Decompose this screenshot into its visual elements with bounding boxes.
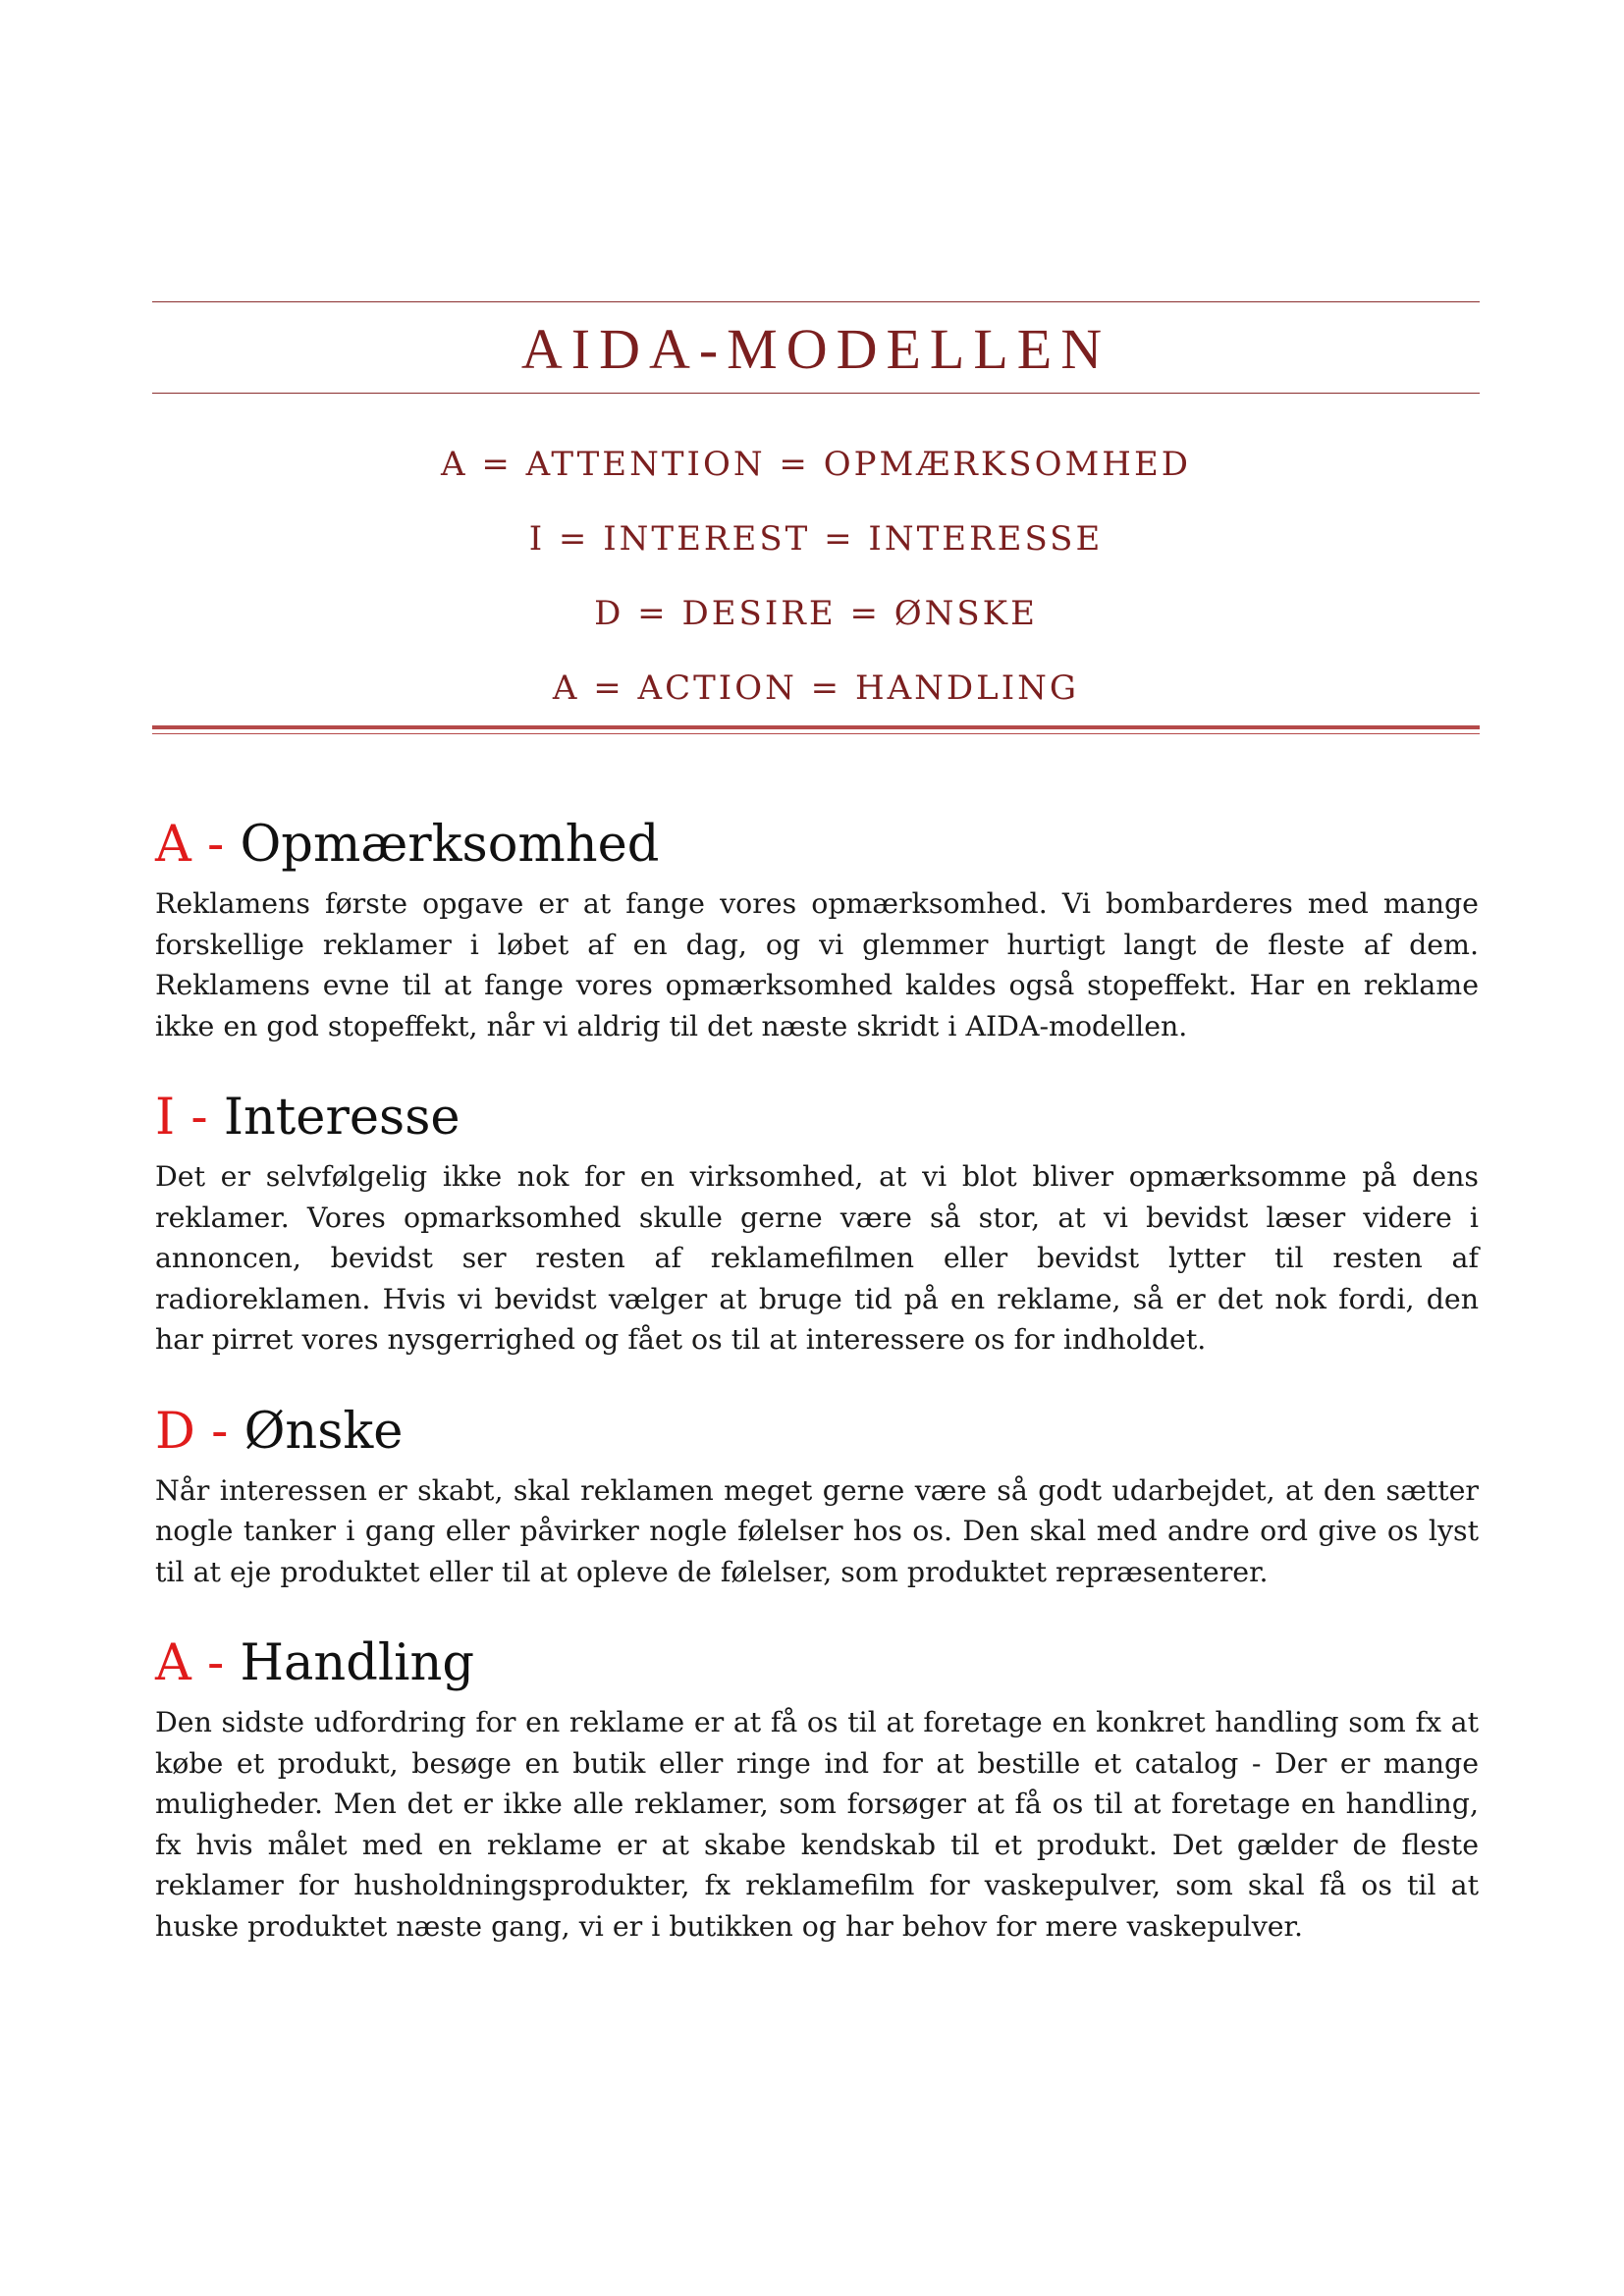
section-body: Det er selvfølgelig ikke nok for en virksomhed, at vi blot bliver opmærksomme på dens reklamer. Vores opmarksomhed skulle gerne være så stor, at vi bevidst læser videre i annoncen, bevidst ser resten af reklamefilmen eller bevidst lytter til resten af radioreklamen. Hvis vi bevidst vælger at bruge tid på en reklame, så er det nok fordi, den har pirret vores nysgerrighed og fået os til at interessere os for indholdet. [155, 1160, 1479, 1356]
section-title: Handling [240, 1634, 474, 1692]
document-content [155, 807, 1479, 1947]
section-letter: A - [155, 816, 225, 874]
section-letter: D - [155, 1402, 229, 1461]
aida-line-attention: A = ATTENTION = OPMÆRKSOMHED [440, 445, 1192, 484]
section-interest [155, 1080, 1479, 1361]
section-title: Ønske [244, 1402, 404, 1461]
title-block [152, 301, 1480, 734]
section-title: Interesse [223, 1089, 460, 1147]
top-rule [152, 301, 1480, 302]
aida-line-interest: I = INTEREST = INTERESSE [528, 519, 1104, 559]
aida-line-desire: D = DESIRE = ØNSKE [594, 594, 1038, 633]
section-heading [155, 1626, 1479, 1702]
section-title: Opmærksomhed [240, 816, 660, 874]
section-heading [155, 1394, 1479, 1470]
summary-bottom-rule [152, 725, 1480, 734]
section-action [155, 1626, 1479, 1947]
section-desire [155, 1394, 1479, 1593]
section-heading [155, 807, 1479, 883]
title-rule [152, 393, 1480, 394]
section-letter: A - [155, 1634, 225, 1692]
aida-summary-list [152, 427, 1480, 725]
section-body: Når interessen er skabt, skal reklamen meget gerne være så godt udarbejdet, at den sætter nogle tanker i gang eller påvirker nogle følelser hos os. Den skal med andre ord give os lyst til at eje produktet eller til at opleve de følelser, som produktet repræsenterer. [155, 1473, 1479, 1588]
section-heading [155, 1080, 1479, 1156]
section-letter: I - [155, 1089, 208, 1147]
section-body: Reklamens første opgave er at fange vores opmærksomhed. Vi bombarderes med mange forskellige reklamer i løbet af en dag, og vi glemmer hurtigt langt de fleste af dem. Reklamens evne til at fange vores opmærksomhed kaldes også stopeffekt. Har en reklame ikke en god stopeffekt, når vi aldrig til det næste skridt i AIDA-modellen. [155, 887, 1479, 1042]
section-attention [155, 807, 1479, 1046]
document-title: AIDA-MODELLEN [520, 317, 1111, 381]
aida-line-action: A = ACTION = HANDLING [552, 668, 1080, 708]
section-body: Den sidste udfordring for en reklame er at få os til at foretage en konkret handling som fx at købe et produkt, besøge en butik eller ringe ind for at bestille et catalog - Der er mange muligheder. Men det er ikke alle reklamer, som forsøger at få os til at foretage en handling, fx hvis målet med en reklame er at skabe kendskab til et produkt. Det gælder de fleste reklamer for husholdningsprodukter, fx reklamefilm for vaskepulver, som skal få os til at huske produktet næste gang, vi er i butikken og har behov for mere vaskepulver. [155, 1706, 1479, 1943]
